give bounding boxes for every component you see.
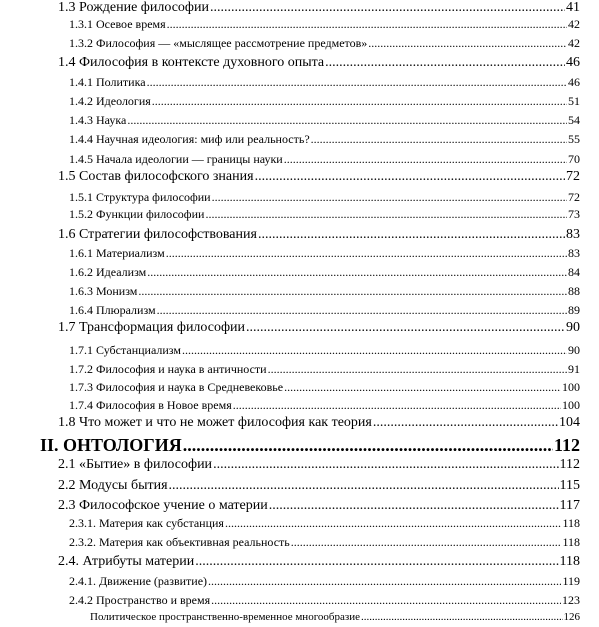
dot-leader (361, 611, 562, 623)
dot-leader (269, 498, 559, 514)
dot-leader (225, 516, 561, 531)
dot-leader (205, 207, 567, 222)
toc-entry-title: 2.3.2. Материя как объективная реальность (69, 535, 290, 549)
dot-leader (284, 152, 567, 167)
toc-entry-page-number: 118 (559, 554, 580, 569)
dot-leader (210, 0, 565, 16)
dot-leader (127, 113, 567, 128)
dot-leader (182, 343, 567, 358)
dot-leader (291, 535, 562, 550)
toc-entry-title: 1.7.3 Философия и наука в Средневековье (69, 380, 284, 394)
toc-entry[interactable] (69, 113, 580, 129)
dot-leader (258, 227, 565, 243)
toc-entry[interactable] (69, 94, 580, 110)
toc-entry[interactable] (58, 0, 580, 18)
toc-entry-page-number: 126 (563, 611, 580, 623)
toc-entry[interactable] (69, 36, 580, 52)
toc-entry[interactable] (69, 362, 580, 378)
toc-entry[interactable] (58, 320, 580, 338)
dot-leader (169, 478, 559, 494)
toc-entry-page-number: 46 (568, 75, 580, 89)
toc-entry-page-number: 42 (568, 36, 580, 50)
dot-leader (325, 55, 565, 71)
toc-entry-title: 2.3.1. Материя как субстанция (69, 516, 224, 530)
dot-leader (213, 457, 558, 473)
dot-leader (268, 362, 567, 377)
dot-leader (147, 75, 567, 90)
toc-entry[interactable] (69, 152, 580, 168)
toc-entry[interactable] (69, 75, 580, 91)
toc-entry[interactable] (69, 303, 580, 319)
dot-leader (166, 246, 567, 261)
toc-entry-page-number: 51 (568, 94, 580, 108)
toc-entry-title: 1.4.3 Наука (69, 113, 127, 127)
toc-entry-title: 2.3 Философское учение о материи (58, 498, 268, 513)
toc-entry-title: 1.4 Философия в контексте духовного опыта (58, 55, 325, 70)
dot-leader (255, 169, 565, 185)
toc-entry-page-number: 54 (568, 113, 580, 127)
dot-leader (195, 554, 558, 570)
toc-entry-title: 1.4.4 Научная идеология: миф или реальность? (69, 132, 310, 146)
dot-leader (167, 17, 567, 32)
dot-leader (284, 380, 561, 395)
toc-entry-title: 1.6.4 Плюрализм (69, 303, 156, 317)
toc-entry-title: 1.7.1 Субстанциализм (69, 343, 181, 357)
dot-leader (373, 415, 558, 431)
dot-leader (212, 190, 567, 205)
toc-entry-title: 1.4.5 Начала идеологии — границы науки (69, 152, 283, 166)
toc-entry-title: 1.5 Состав философского знания (58, 169, 254, 184)
toc-entry[interactable] (58, 415, 580, 433)
dot-leader (157, 303, 567, 318)
toc-entry[interactable] (69, 535, 580, 551)
toc-entry-title: 2.2 Модусы бытия (58, 478, 168, 493)
toc-entry-title: 2.4.1. Движение (развитие) (69, 574, 208, 588)
dot-leader (246, 320, 565, 336)
toc-entry-page-number: 72 (568, 190, 580, 204)
toc-entry[interactable] (69, 132, 580, 148)
toc-entry-title: 1.4.1 Политика (69, 75, 146, 89)
dot-leader (368, 36, 567, 51)
toc-entry-page-number: 118 (562, 516, 580, 530)
toc-entry[interactable] (69, 343, 580, 359)
toc-entry-page-number: 83 (568, 246, 580, 260)
toc-entry-title: 2.4.2 Пространство и время (69, 593, 211, 607)
toc-entry[interactable] (58, 55, 580, 73)
toc-entry[interactable] (69, 284, 580, 300)
toc-entry-page-number: 72 (566, 169, 580, 184)
toc-entry-page-number: 46 (566, 55, 580, 70)
toc-entry-title: 2.1 «Бытие» в философии (58, 457, 213, 472)
toc-entry-page-number: 83 (566, 227, 580, 242)
toc-entry-page-number: 89 (568, 303, 580, 317)
toc-entry-title: 1.5.1 Структура философии (69, 190, 211, 204)
toc-entry-page-number: 123 (562, 593, 580, 607)
dot-leader (152, 94, 567, 109)
toc-entry[interactable] (69, 190, 580, 206)
toc-entry-page-number: 104 (559, 415, 580, 430)
toc-entry-title: 1.3.1 Осевое время (69, 17, 166, 31)
toc-entry-title: 1.3.2 Философия — «мыслящее рассмотрение предметов» (69, 36, 368, 50)
toc-entry-page-number: 90 (568, 343, 580, 357)
toc-entry[interactable] (69, 380, 580, 396)
toc-entry-title: 1.6 Стратегии философствования (58, 227, 257, 242)
toc-entry-page-number: 115 (559, 478, 580, 493)
toc-entry-page-number: 100 (562, 398, 580, 412)
toc-entry-page-number: 112 (553, 435, 580, 455)
toc-entry[interactable] (58, 457, 580, 475)
toc-entry-page-number: 73 (568, 207, 580, 221)
toc-entry-page-number: 100 (562, 380, 580, 394)
toc-entry-title: 2.4. Атрибуты материи (58, 554, 195, 569)
toc-entry[interactable] (69, 574, 580, 590)
toc-entry[interactable] (40, 435, 580, 457)
toc-entry[interactable] (58, 169, 580, 187)
toc-entry[interactable] (58, 554, 580, 572)
toc-entry-title: 1.7.2 Философия и наука в античности (69, 362, 267, 376)
dot-leader (211, 593, 561, 608)
toc-entry[interactable] (69, 17, 580, 33)
dot-leader (147, 265, 567, 280)
toc-entry-title: 1.3 Рождение философии (58, 0, 209, 15)
toc-entry-page-number: 90 (566, 320, 580, 335)
dot-leader (233, 398, 561, 413)
toc-entry-page-number: 41 (566, 0, 580, 15)
toc-entry[interactable] (69, 246, 580, 262)
toc-entry[interactable] (58, 227, 580, 245)
toc-entry-page-number: 70 (568, 152, 580, 166)
toc-entry[interactable] (69, 516, 580, 532)
toc-entry[interactable] (69, 398, 580, 414)
toc-entry-page-number: 117 (559, 498, 580, 513)
toc-entry-page-number: 91 (568, 362, 580, 376)
toc-entry-page-number: 88 (568, 284, 580, 298)
toc-entry-page-number: 55 (568, 132, 580, 146)
toc-entry[interactable] (58, 478, 580, 496)
toc-entry-page-number: 84 (568, 265, 580, 279)
toc-entry-title: 1.7 Трансформация философии (58, 320, 246, 335)
dot-leader (311, 132, 567, 147)
toc-entry-title: 1.6.3 Монизм (69, 284, 138, 298)
toc-entry-page-number: 112 (559, 457, 580, 472)
dot-leader (183, 435, 553, 456)
toc-entry-title: 1.8 Что может и что не может философия как теория (58, 415, 372, 430)
toc-entry-title: 1.5.2 Функции философии (69, 207, 205, 221)
toc-entry-page-number: 118 (562, 535, 580, 549)
toc-entry[interactable] (69, 593, 580, 609)
toc-entry-title: Политическое пространственно-временное многообразие (90, 611, 361, 623)
toc-entry-title: 1.7.4 Философия в Новое время (69, 398, 232, 412)
toc-entry[interactable] (69, 265, 580, 281)
dot-leader (138, 284, 567, 299)
toc-entry-title: 1.4.2 Идеология (69, 94, 151, 108)
toc-entry-title: II. ОНТОЛОГИЯ (40, 435, 182, 455)
toc-entry-title: 1.6.1 Материализм (69, 246, 165, 260)
toc-entry-title: 1.6.2 Идеализм (69, 265, 147, 279)
toc-entry-page-number: 119 (562, 574, 580, 588)
toc-entry-page-number: 42 (568, 17, 580, 31)
dot-leader (208, 574, 561, 589)
toc-entry[interactable] (58, 498, 580, 516)
toc-entry[interactable] (69, 207, 580, 223)
toc-entry[interactable] (90, 611, 580, 625)
